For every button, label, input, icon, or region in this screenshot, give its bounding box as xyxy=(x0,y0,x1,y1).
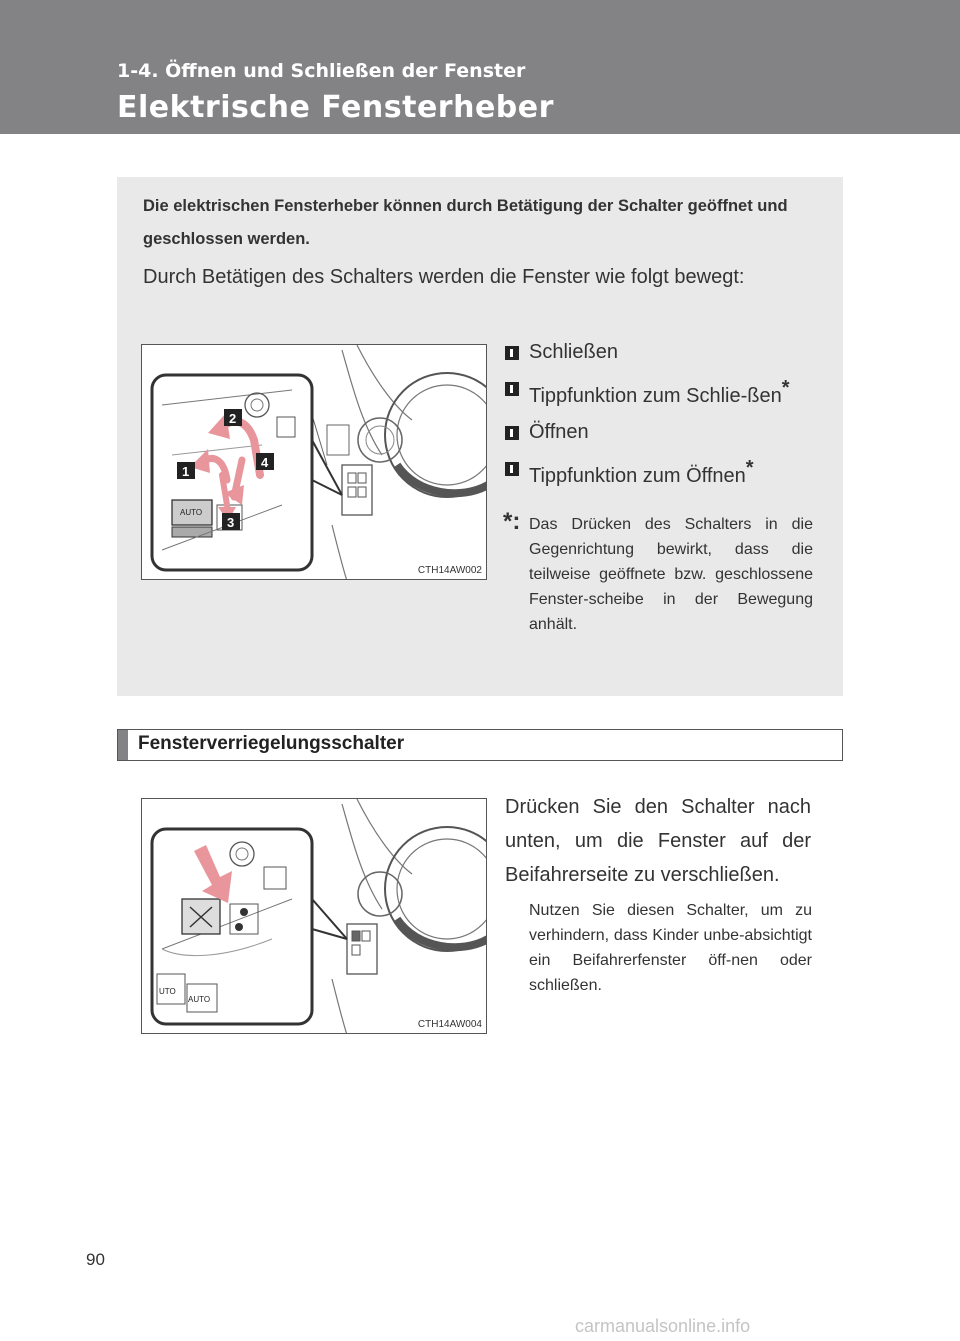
page-title: Elektrische Fensterheber xyxy=(117,90,554,125)
intro-text: Durch Betätigen des Schalters werden die Fenster wie folgt bewegt: xyxy=(143,266,745,288)
svg-text:4: 4 xyxy=(261,455,269,470)
auto-button-label: AUTO xyxy=(180,508,203,517)
lock-instruction-text: Drücken Sie den Schalter nach unten, um die Fenster auf der Beifahrerseite zu verschließen. xyxy=(505,796,811,886)
figure-code: CTH14AW002 xyxy=(417,565,482,576)
section-heading xyxy=(117,729,843,761)
svg-text:2: 2 xyxy=(229,411,237,426)
footnote xyxy=(503,508,813,637)
svg-text:3: 3 xyxy=(227,515,235,530)
lock-note-text: Nutzen Sie diesen Schalter, um zu verhindern, dass Kinder unbe-absichtigt ein Beifahrerfenster öff-nen oder schließen. xyxy=(529,902,812,994)
number-badge-icon xyxy=(505,382,519,396)
intro-bold-text: Die elektrischen Fensterheber können durch Betätigung der Schalter geöffnet und geschlossen werden. xyxy=(143,197,788,248)
footnote-text: Das Drücken des Schalters in die Gegenrichtung bewirkt, dass die teilweise geöffnete bzw. geschlossene Fenster-scheibe in der Bewegung anhält. xyxy=(529,516,813,633)
watermark: carmanualsonline.info xyxy=(575,1316,751,1336)
lock-switch-illustration xyxy=(142,799,487,1034)
number-badge-icon xyxy=(505,346,519,360)
operations-list xyxy=(503,336,813,496)
auto-button-label: UTO xyxy=(159,987,176,996)
figure-code: CTH14AW004 xyxy=(417,1019,482,1030)
window-switch-figure xyxy=(141,344,487,580)
list-item: Öffnen xyxy=(503,416,813,449)
svg-text:1: 1 xyxy=(182,464,190,479)
list-item: Tippfunktion zum Öffnen* xyxy=(503,452,813,493)
window-switch-illustration xyxy=(142,345,487,580)
lock-switch-figure xyxy=(141,798,487,1034)
list-item: Tippfunktion zum Schlie-ßen* xyxy=(503,372,813,413)
footnote-mark: *: xyxy=(503,508,521,535)
asterisk-mark: * xyxy=(745,457,754,479)
asterisk-mark: * xyxy=(781,377,790,399)
number-badge-icon xyxy=(505,462,519,476)
section-label: 1-4. Öffnen und Schließen der Fenster xyxy=(117,60,526,82)
page-number: 90 xyxy=(86,1250,105,1269)
page-header xyxy=(0,0,960,134)
auto-button-label: AUTO xyxy=(188,995,211,1004)
list-item: Schließen xyxy=(503,336,813,369)
section-heading-text: Fensterverriegelungsschalter xyxy=(138,733,405,754)
heading-bar xyxy=(118,730,128,760)
number-badge-icon xyxy=(505,426,519,440)
